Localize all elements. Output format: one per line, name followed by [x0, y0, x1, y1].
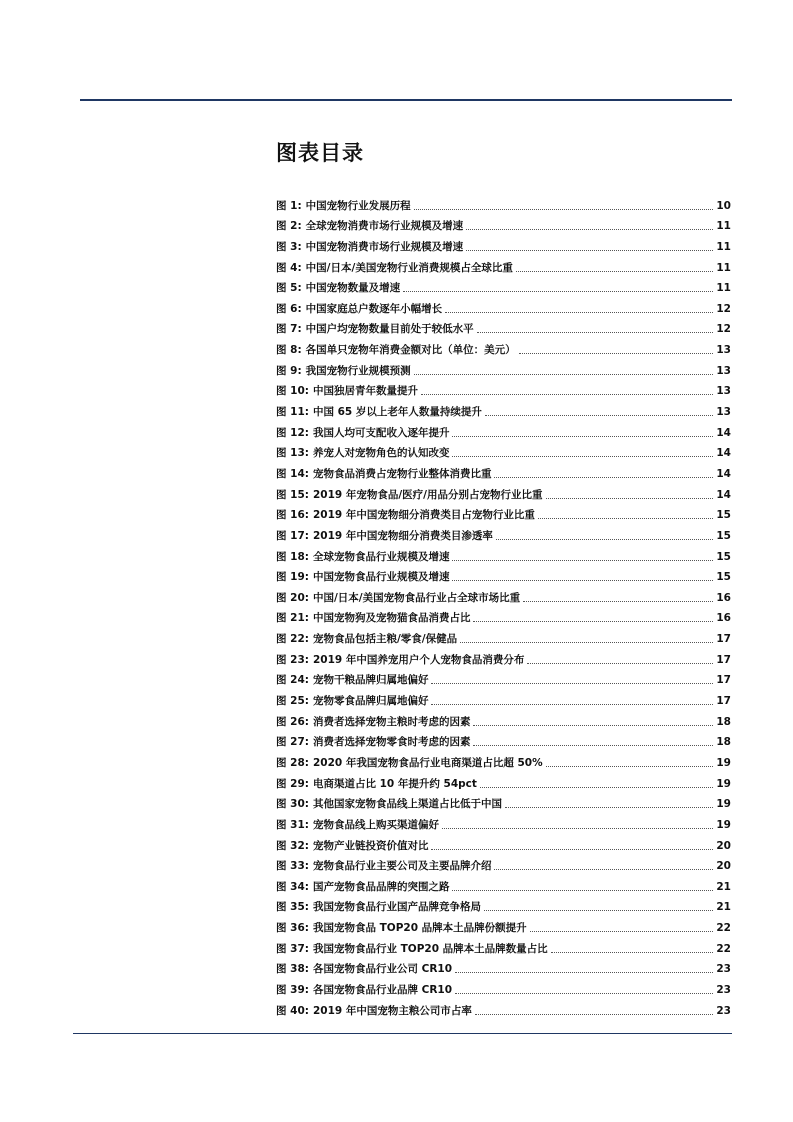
toc-entry-label: 图 30:: [276, 798, 309, 811]
toc-entry-title: 宠物食品包括主粮/零食/保健品: [312, 633, 458, 646]
toc-entry-label: 图 20:: [276, 591, 309, 604]
toc-entry-title: 宠物食品消费占宠物行业整体消费比重: [312, 467, 492, 480]
toc-entry-page-number: 22: [716, 942, 731, 955]
toc-entry-title: 中国宠物数量及增速: [305, 282, 401, 295]
toc-entry-page-number: 21: [716, 880, 731, 893]
dot-leader: [484, 910, 713, 911]
dot-leader: [403, 291, 713, 292]
toc-entry-label: 图 28:: [276, 756, 309, 769]
dot-leader: [460, 642, 713, 643]
dot-leader: [452, 456, 713, 457]
toc-entry-page-number: 19: [716, 798, 731, 811]
toc-entry-page-number: 19: [716, 818, 731, 831]
toc-entry-label: 图 16:: [276, 509, 309, 522]
dot-leader: [473, 725, 713, 726]
page-title: 图表目录: [276, 141, 364, 165]
dot-leader: [477, 332, 714, 333]
toc-entry-page-number: 17: [716, 653, 731, 666]
toc-entry-label: 图 35:: [276, 901, 309, 914]
toc-entry[interactable]: [276, 873, 731, 894]
toc-entry[interactable]: [276, 667, 731, 688]
toc-entry[interactable]: [276, 254, 731, 275]
toc-entry[interactable]: [276, 440, 731, 461]
toc-entry[interactable]: [276, 543, 731, 564]
dot-leader: [519, 353, 714, 354]
toc-entry-title: 中国家庭总户数逐年小幅增长: [305, 302, 443, 315]
toc-entry-label: 图 8:: [276, 344, 302, 357]
dot-leader: [496, 539, 714, 540]
toc-entry-title: 中国/日本/美国宠物行业消费规模占全球比重: [305, 261, 513, 274]
toc-entry-label: 图 13:: [276, 447, 309, 460]
dot-leader: [421, 394, 713, 395]
toc-entry-page-number: 18: [716, 715, 731, 728]
toc-entry-page-number: 23: [716, 1004, 731, 1017]
toc-entry-title: 宠物零食品牌归属地偏好: [312, 695, 429, 708]
toc-entry-title: 中国户均宠物数量目前处于较低水平: [305, 323, 474, 336]
toc-entry-label: 图 29:: [276, 777, 309, 790]
toc-entry-title: 全球宠物消费市场行业规模及增速: [305, 220, 464, 233]
dot-leader: [452, 890, 713, 891]
toc-entry-page-number: 15: [716, 529, 731, 542]
toc-entry-page-number: 13: [716, 406, 731, 419]
toc-entry[interactable]: [276, 997, 731, 1018]
toc-entry-label: 图 22:: [276, 633, 309, 646]
dot-leader: [452, 560, 713, 561]
toc-entry[interactable]: [276, 213, 731, 234]
toc-entry-title: 2019 年中国宠物细分消费类目渗透率: [312, 529, 493, 542]
toc-entry[interactable]: [276, 832, 731, 853]
dot-leader: [473, 621, 713, 622]
toc-entry-title: 中国/日本/美国宠物食品行业占全球市场比重: [312, 591, 521, 604]
toc-entry-title: 宠物产业链投资价值对比: [312, 839, 429, 852]
dot-leader: [494, 477, 713, 478]
dot-leader: [485, 415, 713, 416]
toc-entry[interactable]: [276, 894, 731, 915]
toc-entry-page-number: 22: [716, 922, 731, 935]
toc-entry-label: 图 14:: [276, 467, 309, 480]
toc-entry-label: 图 25:: [276, 695, 309, 708]
dot-leader: [431, 704, 713, 705]
toc-entry-label: 图 7:: [276, 323, 302, 336]
dot-leader: [473, 745, 713, 746]
toc-entry-label: 图 33:: [276, 860, 309, 873]
toc-entry-label: 图 17:: [276, 529, 309, 542]
toc-entry[interactable]: [276, 646, 731, 667]
toc-entry-title: 全球宠物食品行业规模及增速: [312, 550, 450, 563]
toc-entry[interactable]: [276, 749, 731, 770]
toc-entry-label: 图 40:: [276, 1004, 309, 1017]
toc-entry-label: 图 11:: [276, 406, 309, 419]
toc-entry-page-number: 20: [716, 860, 731, 873]
toc-entry-label: 图 36:: [276, 922, 309, 935]
toc-entry-page-number: 17: [716, 674, 731, 687]
toc-entry-page-number: 13: [716, 385, 731, 398]
toc-entry-page-number: 13: [716, 364, 731, 377]
toc-entry-page-number: 11: [716, 220, 731, 233]
toc-entry[interactable]: [276, 584, 731, 605]
dot-leader: [523, 601, 713, 602]
toc-entry-label: 图 2:: [276, 220, 302, 233]
toc-entry[interactable]: [276, 729, 731, 750]
toc-entry-title: 宠物食品线上购买渠道偏好: [312, 818, 439, 831]
toc-entry-page-number: 14: [716, 467, 731, 480]
toc-entry[interactable]: [276, 275, 731, 296]
toc-entry[interactable]: [276, 502, 731, 523]
toc-entry[interactable]: [276, 564, 731, 585]
toc-entry-title: 中国 65 岁以上老年人数量持续提升: [312, 406, 482, 419]
toc-entry[interactable]: [276, 708, 731, 729]
toc-entry[interactable]: [276, 522, 731, 543]
toc-entry-title: 国产宠物食品品牌的突围之路: [312, 880, 450, 893]
toc-entry-title: 各国宠物食品行业品牌 CR10: [312, 983, 453, 996]
toc-entry-title: 宠物干粮品牌归属地偏好: [312, 674, 429, 687]
toc-entry-title: 2019 年宠物食品/医疗/用品分别占宠物行业比重: [312, 488, 543, 501]
toc-entry[interactable]: [276, 956, 731, 977]
toc-entry-label: 图 38:: [276, 963, 309, 976]
toc-entry-label: 图 9:: [276, 364, 302, 377]
dot-leader: [538, 518, 714, 519]
toc-entry-title: 我国宠物食品行业 TOP20 品牌本土品牌数量占比: [312, 942, 548, 955]
toc-entry-title: 我国人均可支配收入逐年提升: [312, 426, 450, 439]
toc-entry[interactable]: [276, 791, 731, 812]
toc-entry-page-number: 19: [716, 777, 731, 790]
dot-leader: [414, 374, 714, 375]
toc-entry-label: 图 4:: [276, 261, 302, 274]
toc-entry-page-number: 14: [716, 447, 731, 460]
toc-entry-page-number: 21: [716, 901, 731, 914]
toc-entry-title: 中国独居青年数量提升: [312, 385, 418, 398]
toc-entry[interactable]: [276, 460, 731, 481]
toc-entry-title: 2019 年中国养宠用户个人宠物食品消费分布: [312, 653, 525, 666]
toc-entry[interactable]: [276, 316, 731, 337]
toc-entry-page-number: 17: [716, 633, 731, 646]
toc-entry[interactable]: [276, 233, 731, 254]
toc-entry-label: 图 6:: [276, 302, 302, 315]
toc-entry-label: 图 32:: [276, 839, 309, 852]
toc-entry-page-number: 16: [716, 591, 731, 604]
toc-entry[interactable]: [276, 336, 731, 357]
toc-entry-page-number: 13: [716, 344, 731, 357]
dot-leader: [431, 683, 713, 684]
dot-leader: [452, 436, 713, 437]
toc-entry-page-number: 18: [716, 736, 731, 749]
dot-leader: [475, 1014, 714, 1015]
toc-entry-label: 图 23:: [276, 653, 309, 666]
toc-entry-title: 电商渠道占比 10 年提升约 54pct: [312, 777, 477, 790]
dot-leader: [445, 312, 713, 313]
dot-leader: [455, 993, 713, 994]
toc-entry-page-number: 23: [716, 963, 731, 976]
toc-entry-label: 图 26:: [276, 715, 309, 728]
toc-entry-title: 2019 年中国宠物主粮公司市占率: [312, 1004, 472, 1017]
toc-entry-page-number: 12: [716, 323, 731, 336]
toc-entry-label: 图 21:: [276, 612, 309, 625]
toc-entry-page-number: 16: [716, 612, 731, 625]
toc-entry-label: 图 12:: [276, 426, 309, 439]
toc-entry[interactable]: [276, 605, 731, 626]
toc-entry-title: 我国宠物食品行业国产品牌竞争格局: [312, 901, 481, 914]
toc-entry-page-number: 15: [716, 550, 731, 563]
toc-entry-label: 图 10:: [276, 385, 309, 398]
toc-entry[interactable]: [276, 398, 731, 419]
toc-entry[interactable]: [276, 378, 731, 399]
toc-entry[interactable]: [276, 770, 731, 791]
toc-entry-label: 图 18:: [276, 550, 309, 563]
dot-leader: [455, 972, 713, 973]
dot-leader: [527, 663, 713, 664]
toc-entry[interactable]: [276, 295, 731, 316]
dot-leader: [466, 229, 713, 230]
dot-leader: [505, 807, 713, 808]
toc-entry-title: 中国宠物狗及宠物猫食品消费占比: [312, 612, 471, 625]
header-rule: [80, 99, 732, 101]
toc-entry-label: 图 1:: [276, 199, 302, 212]
toc-entry-label: 图 37:: [276, 942, 309, 955]
toc-entry[interactable]: [276, 935, 731, 956]
toc-entry[interactable]: [276, 687, 731, 708]
toc-entry-page-number: 17: [716, 695, 731, 708]
figure-list: [276, 192, 731, 1018]
dot-leader: [546, 498, 714, 499]
toc-entry-label: 图 31:: [276, 818, 309, 831]
toc-entry-page-number: 11: [716, 282, 731, 295]
dot-leader: [530, 931, 714, 932]
toc-entry-label: 图 3:: [276, 240, 302, 253]
toc-entry-page-number: 20: [716, 839, 731, 852]
toc-entry[interactable]: [276, 811, 731, 832]
toc-entry[interactable]: [276, 192, 731, 213]
toc-entry[interactable]: [276, 481, 731, 502]
toc-entry-title: 中国宠物行业发展历程: [305, 199, 411, 212]
dot-leader: [516, 271, 714, 272]
toc-entry-page-number: 15: [716, 509, 731, 522]
toc-entry-page-number: 10: [716, 199, 731, 212]
toc-entry[interactable]: [276, 625, 731, 646]
toc-entry-label: 图 15:: [276, 488, 309, 501]
toc-entry[interactable]: [276, 853, 731, 874]
toc-entry-label: 图 24:: [276, 674, 309, 687]
toc-entry-label: 图 19:: [276, 571, 309, 584]
toc-entry[interactable]: [276, 419, 731, 440]
toc-entry-title: 中国宠物食品行业规模及增速: [312, 571, 450, 584]
toc-entry-page-number: 15: [716, 571, 731, 584]
toc-entry-title: 各国单只宠物年消费金额对比（单位：美元）: [305, 344, 516, 357]
toc-entry-label: 图 34:: [276, 880, 309, 893]
dot-leader: [442, 828, 713, 829]
toc-entry-page-number: 12: [716, 302, 731, 315]
toc-entry-label: 图 5:: [276, 282, 302, 295]
footer-rule: [73, 1033, 732, 1034]
dot-leader: [452, 580, 713, 581]
toc-entry-title: 养宠人对宠物角色的认知改变: [312, 447, 450, 460]
toc-entry-page-number: 11: [716, 240, 731, 253]
toc-entry-title: 2019 年中国宠物细分消费类目占宠物行业比重: [312, 509, 535, 522]
toc-entry-label: 图 39:: [276, 983, 309, 996]
toc-entry[interactable]: [276, 357, 731, 378]
toc-entry-title: 我国宠物行业规模预测: [305, 364, 411, 377]
toc-entry-title: 宠物食品行业主要公司及主要品牌介绍: [312, 860, 492, 873]
toc-entry-page-number: 19: [716, 756, 731, 769]
toc-entry-title: 其他国家宠物食品线上渠道占比低于中国: [312, 798, 502, 811]
toc-entry-page-number: 14: [716, 426, 731, 439]
toc-entry-title: 我国宠物食品 TOP20 品牌本土品牌份额提升: [312, 922, 527, 935]
toc-entry-label: 图 27:: [276, 736, 309, 749]
dot-leader: [546, 766, 714, 767]
toc-entry-title: 2020 年我国宠物食品行业电商渠道占比超 50%: [312, 756, 543, 769]
toc-entry[interactable]: [276, 976, 731, 997]
toc-entry-title: 中国宠物消费市场行业规模及增速: [305, 240, 464, 253]
toc-entry-page-number: 14: [716, 488, 731, 501]
toc-entry-page-number: 11: [716, 261, 731, 274]
toc-entry-title: 消费者选择宠物零食时考虑的因素: [312, 736, 471, 749]
dot-leader: [551, 952, 714, 953]
dot-leader: [494, 869, 713, 870]
toc-entry[interactable]: [276, 914, 731, 935]
toc-entry-title: 消费者选择宠物主粮时考虑的因素: [312, 715, 471, 728]
dot-leader: [431, 849, 713, 850]
toc-entry-page-number: 23: [716, 983, 731, 996]
dot-leader: [466, 250, 713, 251]
toc-entry-title: 各国宠物食品行业公司 CR10: [312, 963, 453, 976]
dot-leader: [414, 209, 714, 210]
dot-leader: [480, 787, 713, 788]
